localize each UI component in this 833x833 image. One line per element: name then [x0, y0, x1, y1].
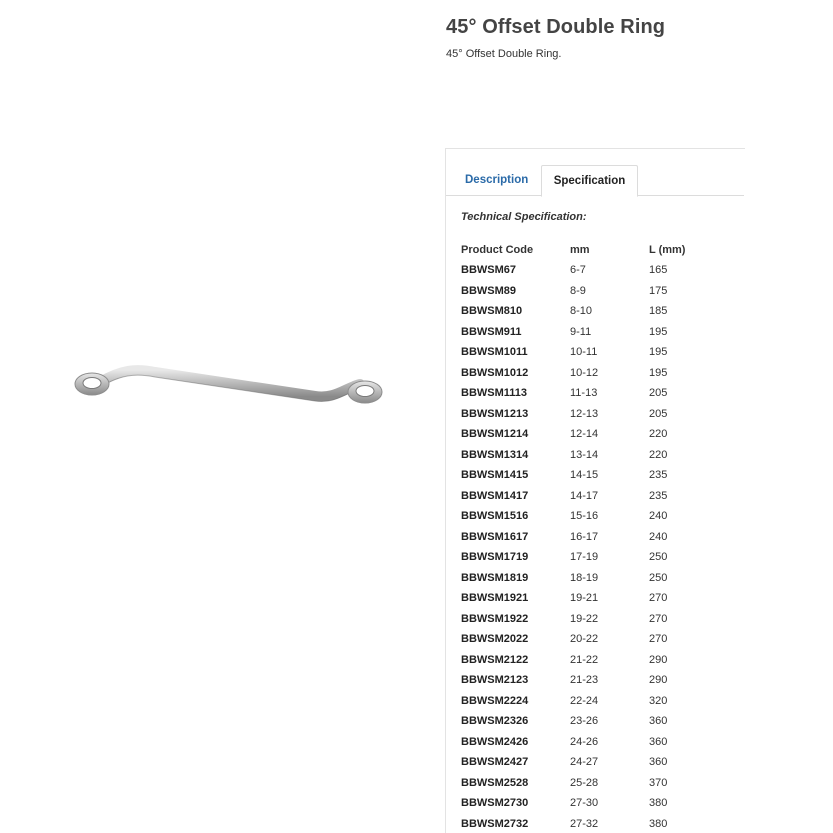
cell-length: 165	[649, 264, 668, 277]
cell-mm: 14-17	[570, 489, 599, 502]
cell-mm: 15-16	[570, 510, 599, 523]
table-row	[461, 301, 709, 322]
cell-product-code: BBWSM1012	[461, 366, 529, 379]
cell-length: 270	[649, 612, 668, 625]
cell-length: 380	[649, 817, 668, 830]
cell-product-code: BBWSM2224	[461, 694, 529, 707]
table-row	[461, 281, 709, 302]
cell-product-code: BBWSM1415	[461, 469, 529, 482]
cell-product-code: BBWSM1921	[461, 592, 529, 605]
table-row	[461, 732, 709, 753]
table-row	[461, 527, 709, 548]
cell-length: 270	[649, 592, 668, 605]
cell-length: 360	[649, 735, 668, 748]
cell-mm: 14-15	[570, 469, 599, 482]
cell-mm: 27-30	[570, 797, 599, 810]
offset-double-ring-wrench-icon	[60, 330, 400, 440]
cell-product-code: BBWSM911	[461, 325, 522, 338]
cell-product-code: BBWSM1011	[461, 346, 528, 359]
table-row	[461, 793, 709, 814]
table-row	[461, 568, 709, 589]
cell-mm: 24-27	[570, 756, 599, 769]
cell-length: 250	[649, 551, 668, 564]
product-subtitle: 45° Offset Double Ring.	[446, 48, 562, 60]
cell-product-code: BBWSM2122	[461, 653, 529, 666]
cell-product-code: BBWSM2730	[461, 797, 529, 810]
spec-table-body	[461, 260, 709, 833]
cell-product-code: BBWSM2123	[461, 674, 529, 687]
cell-mm: 23-26	[570, 715, 599, 728]
table-row	[461, 711, 709, 732]
table-row	[461, 609, 709, 630]
cell-product-code: BBWSM1516	[461, 510, 529, 523]
table-row	[461, 322, 709, 343]
product-image[interactable]	[60, 330, 400, 440]
table-row	[461, 650, 709, 671]
cell-length: 205	[649, 387, 668, 400]
cell-mm: 13-14	[570, 448, 599, 461]
cell-product-code: BBWSM2022	[461, 633, 529, 646]
cell-product-code: BBWSM1113	[461, 387, 528, 400]
column-header-mm: mm	[570, 244, 590, 256]
cell-product-code: BBWSM1617	[461, 530, 529, 543]
column-header-product-code: Product Code	[461, 244, 534, 256]
table-row	[461, 547, 709, 568]
tab-description[interactable]: Description	[465, 174, 529, 186]
table-row	[461, 424, 709, 445]
cell-length: 195	[649, 366, 668, 379]
cell-mm: 17-19	[570, 551, 599, 564]
cell-product-code: BBWSM2326	[461, 715, 529, 728]
table-row	[461, 486, 709, 507]
cell-product-code: BBWSM2427	[461, 756, 529, 769]
table-row	[461, 814, 709, 833]
table-row	[461, 588, 709, 609]
cell-length: 240	[649, 510, 668, 523]
cell-mm: 16-17	[570, 530, 599, 543]
cell-mm: 8-9	[570, 284, 586, 297]
table-row	[461, 773, 709, 794]
cell-mm: 9-11	[570, 325, 592, 338]
table-row	[461, 629, 709, 650]
cell-mm: 19-21	[570, 592, 599, 605]
product-title: 45° Offset Double Ring	[446, 16, 666, 38]
cell-product-code: BBWSM1417	[461, 489, 529, 502]
spec-table	[461, 240, 709, 833]
cell-mm: 27-32	[570, 817, 599, 830]
cell-mm: 24-26	[570, 735, 599, 748]
spec-heading: Technical Specification:	[461, 211, 587, 223]
cell-length: 175	[649, 284, 668, 297]
cell-product-code: BBWSM67	[461, 264, 517, 277]
cell-mm: 22-24	[570, 694, 599, 707]
cell-product-code: BBWSM2528	[461, 776, 529, 789]
table-row	[461, 465, 709, 486]
cell-length: 250	[649, 571, 668, 584]
cell-mm: 10-11	[570, 346, 598, 359]
table-row	[461, 752, 709, 773]
cell-length: 235	[649, 469, 668, 482]
cell-length: 360	[649, 756, 668, 769]
cell-product-code: BBWSM1314	[461, 448, 529, 461]
tab-specification[interactable]: Specification	[541, 165, 638, 197]
cell-length: 195	[649, 325, 668, 338]
tab-bar	[446, 165, 744, 196]
cell-length: 205	[649, 407, 668, 420]
cell-product-code: BBWSM89	[461, 284, 517, 297]
table-row	[461, 691, 709, 712]
cell-product-code: BBWSM810	[461, 305, 523, 318]
cell-length: 195	[649, 346, 668, 359]
cell-length: 240	[649, 530, 668, 543]
cell-length: 380	[649, 797, 668, 810]
cell-length: 320	[649, 694, 668, 707]
cell-length: 270	[649, 633, 668, 646]
table-row	[461, 342, 709, 363]
cell-product-code: BBWSM2732	[461, 817, 529, 830]
cell-length: 290	[649, 653, 668, 666]
table-header-row	[461, 240, 709, 260]
cell-mm: 12-13	[570, 407, 599, 420]
cell-product-code: BBWSM1213	[461, 407, 529, 420]
cell-product-code: BBWSM1922	[461, 612, 529, 625]
cell-length: 235	[649, 489, 668, 502]
table-row	[461, 383, 709, 404]
cell-length: 360	[649, 715, 668, 728]
table-row	[461, 506, 709, 527]
column-header-length: L (mm)	[649, 244, 686, 256]
cell-mm: 8-10	[570, 305, 593, 318]
cell-length: 290	[649, 674, 668, 687]
cell-mm: 11-13	[570, 387, 598, 400]
cell-length: 220	[649, 428, 668, 441]
table-row	[461, 363, 709, 384]
cell-mm: 10-12	[570, 366, 599, 379]
cell-mm: 25-28	[570, 776, 599, 789]
table-row	[461, 260, 709, 281]
table-row	[461, 404, 709, 425]
cell-mm: 6-7	[570, 264, 586, 277]
cell-length: 185	[649, 305, 668, 318]
cell-length: 220	[649, 448, 668, 461]
cell-mm: 20-22	[570, 633, 599, 646]
cell-mm: 18-19	[570, 571, 599, 584]
table-row	[461, 670, 709, 691]
cell-mm: 19-22	[570, 612, 599, 625]
cell-product-code: BBWSM1719	[461, 551, 529, 564]
cell-length: 370	[649, 776, 668, 789]
product-tabs-panel	[445, 148, 745, 833]
cell-mm: 21-23	[570, 674, 599, 687]
cell-mm: 12-14	[570, 428, 599, 441]
table-row	[461, 445, 709, 466]
cell-mm: 21-22	[570, 653, 599, 666]
cell-product-code: BBWSM1819	[461, 571, 529, 584]
cell-product-code: BBWSM2426	[461, 735, 529, 748]
cell-product-code: BBWSM1214	[461, 428, 529, 441]
